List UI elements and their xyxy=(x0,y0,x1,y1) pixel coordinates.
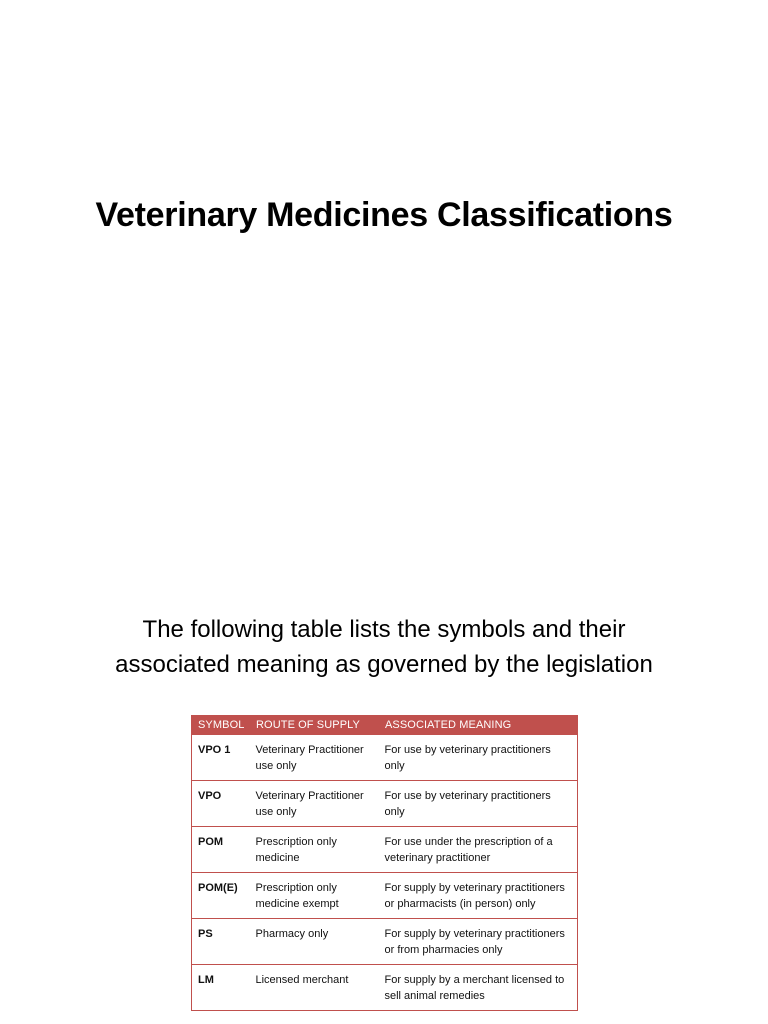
table-row xyxy=(192,735,578,781)
slide-2 xyxy=(0,512,768,1024)
table-row xyxy=(192,873,578,919)
cell-symbol: LM xyxy=(192,965,250,1011)
cell-meaning: For use by veterinary practitioners only xyxy=(379,735,578,781)
cell-symbol: VPO 1 xyxy=(192,735,250,781)
cell-meaning: For use under the prescription of a veterinary practitioner xyxy=(379,827,578,873)
cell-meaning: For supply by veterinary practitioners or pharmacists (in person) only xyxy=(379,873,578,919)
table-row xyxy=(192,781,578,827)
classification-table xyxy=(191,715,578,1011)
cell-route: Veterinary Practitioner use only xyxy=(250,735,379,781)
cell-meaning: For supply by a merchant licensed to sell animal remedies xyxy=(379,965,578,1011)
cell-route: Prescription only medicine exempt xyxy=(250,873,379,919)
header-meaning: ASSOCIATED MEANING xyxy=(379,715,578,735)
cell-route: Prescription only medicine xyxy=(250,827,379,873)
slide-title: Veterinary Medicines Classifications xyxy=(95,196,673,234)
cell-meaning: For use by veterinary practitioners only xyxy=(379,781,578,827)
cell-meaning: For supply by veterinary practitioners or from pharmacies only xyxy=(379,919,578,965)
header-route: ROUTE OF SUPPLY xyxy=(250,715,379,735)
header-symbol: SYMBOL xyxy=(192,715,250,735)
cell-symbol: VPO xyxy=(192,781,250,827)
table-row xyxy=(192,827,578,873)
subtitle-line: The following table lists the symbols and their xyxy=(142,616,626,643)
cell-symbol: POM(E) xyxy=(192,873,250,919)
cell-route: Licensed merchant xyxy=(250,965,379,1011)
table-row xyxy=(192,919,578,965)
table-row xyxy=(192,965,578,1011)
subtitle-line: associated meaning as governed by the legislation xyxy=(115,651,653,678)
cell-route: Veterinary Practitioner use only xyxy=(250,781,379,827)
cell-route: Pharmacy only xyxy=(250,919,379,965)
table-header-row xyxy=(192,715,578,735)
cell-symbol: POM xyxy=(192,827,250,873)
slide-subtitle xyxy=(0,612,768,682)
cell-symbol: PS xyxy=(192,919,250,965)
